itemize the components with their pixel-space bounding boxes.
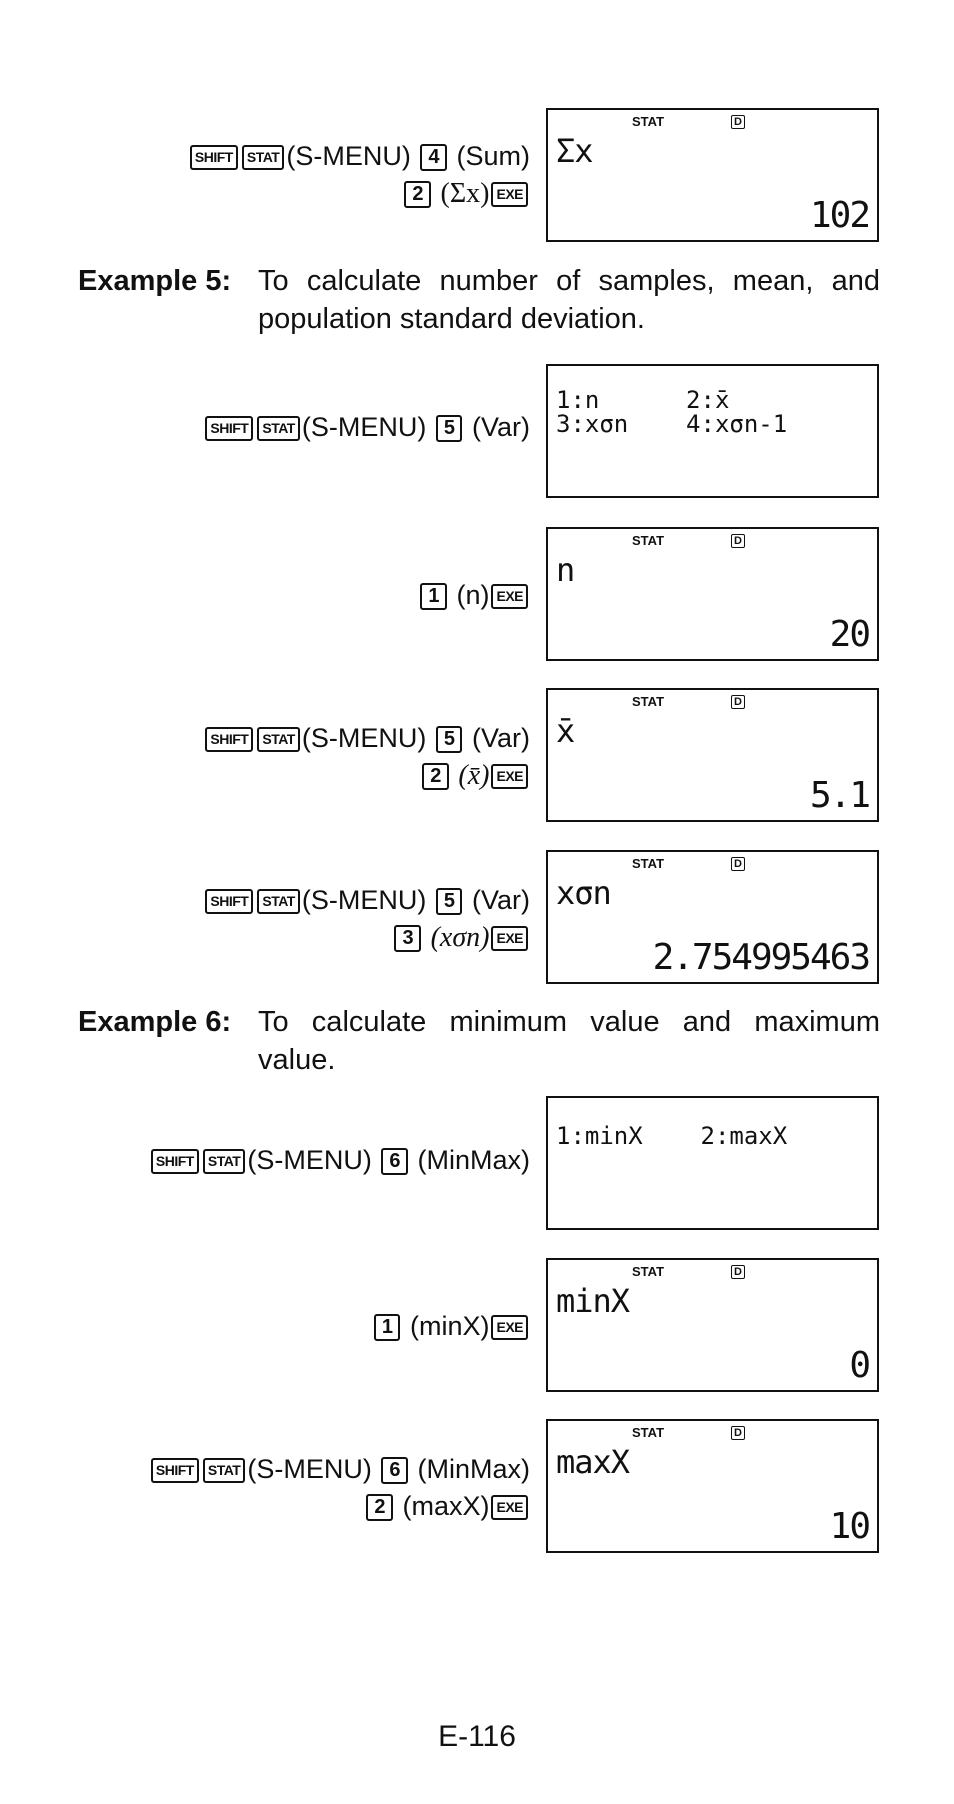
stat-indicator: STAT <box>632 1425 665 1440</box>
op-label: (S-MENU) <box>301 412 427 442</box>
lcd-result: 5.1 <box>809 775 869 816</box>
op-label: (Var) <box>472 885 530 915</box>
degree-indicator: D <box>731 1426 745 1440</box>
key-3: 3 <box>394 925 421 952</box>
lcd-screen <box>546 364 879 498</box>
lcd-expression: n <box>556 551 575 589</box>
op-label: (xσn) <box>430 922 490 953</box>
lcd-screen <box>546 527 879 661</box>
lcd-screen <box>546 688 879 822</box>
op-label: (S-MENU) <box>301 723 427 753</box>
example-6 <box>78 1003 880 1079</box>
key-2: 2 <box>404 181 431 208</box>
lcd-expression: minX <box>556 1282 630 1320</box>
key-6: 6 <box>381 1457 408 1484</box>
lcd-expression: x̄ <box>556 712 575 750</box>
example-text: To calculate number of samples, mean, and population standard deviation. <box>258 265 880 335</box>
key-2: 2 <box>366 1494 393 1521</box>
key-1: 1 <box>374 1314 401 1341</box>
op-label: (MinMax) <box>417 1454 530 1484</box>
exe-key: EXE <box>491 1315 528 1340</box>
key-sequence <box>203 882 530 956</box>
degree-indicator: D <box>731 857 745 871</box>
shift-key: SHIFT <box>151 1458 199 1483</box>
stat-indicator: STAT <box>632 114 665 129</box>
lcd-result: 10 <box>829 1506 869 1547</box>
key-1: 1 <box>420 583 447 610</box>
lcd-result: 20 <box>829 614 869 655</box>
lcd-screen <box>546 1096 879 1230</box>
op-label: (minX) <box>409 1311 490 1341</box>
op-label: (n) <box>456 580 490 610</box>
example-text: To calculate minimum value and maximum value. <box>258 1006 880 1076</box>
key-sequence <box>149 1142 530 1179</box>
menu-line-2: 3:xσn 4:xσn-1 <box>556 410 788 438</box>
shift-key: SHIFT <box>151 1149 199 1174</box>
stat-key: STAT <box>257 889 299 914</box>
shift-key: SHIFT <box>205 416 253 441</box>
lcd-result: 0 <box>849 1345 869 1386</box>
lcd-expression: xσn <box>556 874 611 912</box>
lcd-expression: Σx <box>556 132 593 170</box>
exe-key: EXE <box>491 764 528 789</box>
op-label: (x̄) <box>458 760 490 791</box>
op-label: (maxX) <box>402 1491 490 1521</box>
op-label: (Var) <box>472 412 530 442</box>
exe-key: EXE <box>491 1495 528 1520</box>
key-sequence <box>372 1308 530 1345</box>
key-5: 5 <box>436 726 463 753</box>
lcd-result: 102 <box>809 195 869 236</box>
op-label: (Sum) <box>456 141 530 171</box>
example-5 <box>78 262 880 338</box>
key-4: 4 <box>420 144 447 171</box>
degree-indicator: D <box>731 115 745 129</box>
key-sequence <box>203 409 530 446</box>
example-label: Example 6: <box>78 1006 232 1038</box>
op-label: (S-MENU) <box>286 141 411 171</box>
stat-key: STAT <box>203 1458 245 1483</box>
menu-line-1: 1:n 2:x̄ <box>556 386 730 414</box>
stat-indicator: STAT <box>632 1264 665 1279</box>
exe-key: EXE <box>491 182 528 207</box>
op-label: (Var) <box>472 723 530 753</box>
lcd-screen <box>546 1258 879 1392</box>
key-sequence <box>203 720 530 794</box>
degree-indicator: D <box>731 534 745 548</box>
key-5: 5 <box>436 888 463 915</box>
shift-key: SHIFT <box>190 145 238 170</box>
degree-indicator: D <box>731 1265 745 1279</box>
lcd-expression: maxX <box>556 1443 630 1481</box>
key-5: 5 <box>436 415 463 442</box>
key-6: 6 <box>381 1148 408 1175</box>
shift-key: SHIFT <box>205 727 253 752</box>
stat-key: STAT <box>203 1149 245 1174</box>
exe-key: EXE <box>491 584 528 609</box>
op-label: (S-MENU) <box>247 1145 372 1175</box>
page-number: E-116 <box>438 1720 516 1753</box>
op-label: (S-MENU) <box>247 1454 372 1484</box>
stat-indicator: STAT <box>632 694 665 709</box>
stat-key: STAT <box>257 727 299 752</box>
lcd-screen <box>546 850 879 984</box>
key-sequence <box>188 138 530 212</box>
menu-line-1: 1:minX 2:maxX <box>556 1122 788 1150</box>
key-2: 2 <box>422 763 449 790</box>
stat-indicator: STAT <box>632 856 665 871</box>
stat-key: STAT <box>242 145 284 170</box>
degree-indicator: D <box>731 695 745 709</box>
key-sequence <box>418 577 530 614</box>
stat-indicator: STAT <box>632 533 665 548</box>
shift-key: SHIFT <box>205 889 253 914</box>
key-sequence <box>149 1451 530 1525</box>
lcd-screen <box>546 108 879 242</box>
op-label: (S-MENU) <box>301 885 427 915</box>
example-label: Example 5: <box>78 265 232 297</box>
stat-key: STAT <box>257 416 299 441</box>
exe-key: EXE <box>491 926 528 951</box>
lcd-result: 2.754995463 <box>652 937 869 978</box>
lcd-screen <box>546 1419 879 1553</box>
op-label: (MinMax) <box>417 1145 530 1175</box>
op-label: (Σx) <box>440 178 490 209</box>
